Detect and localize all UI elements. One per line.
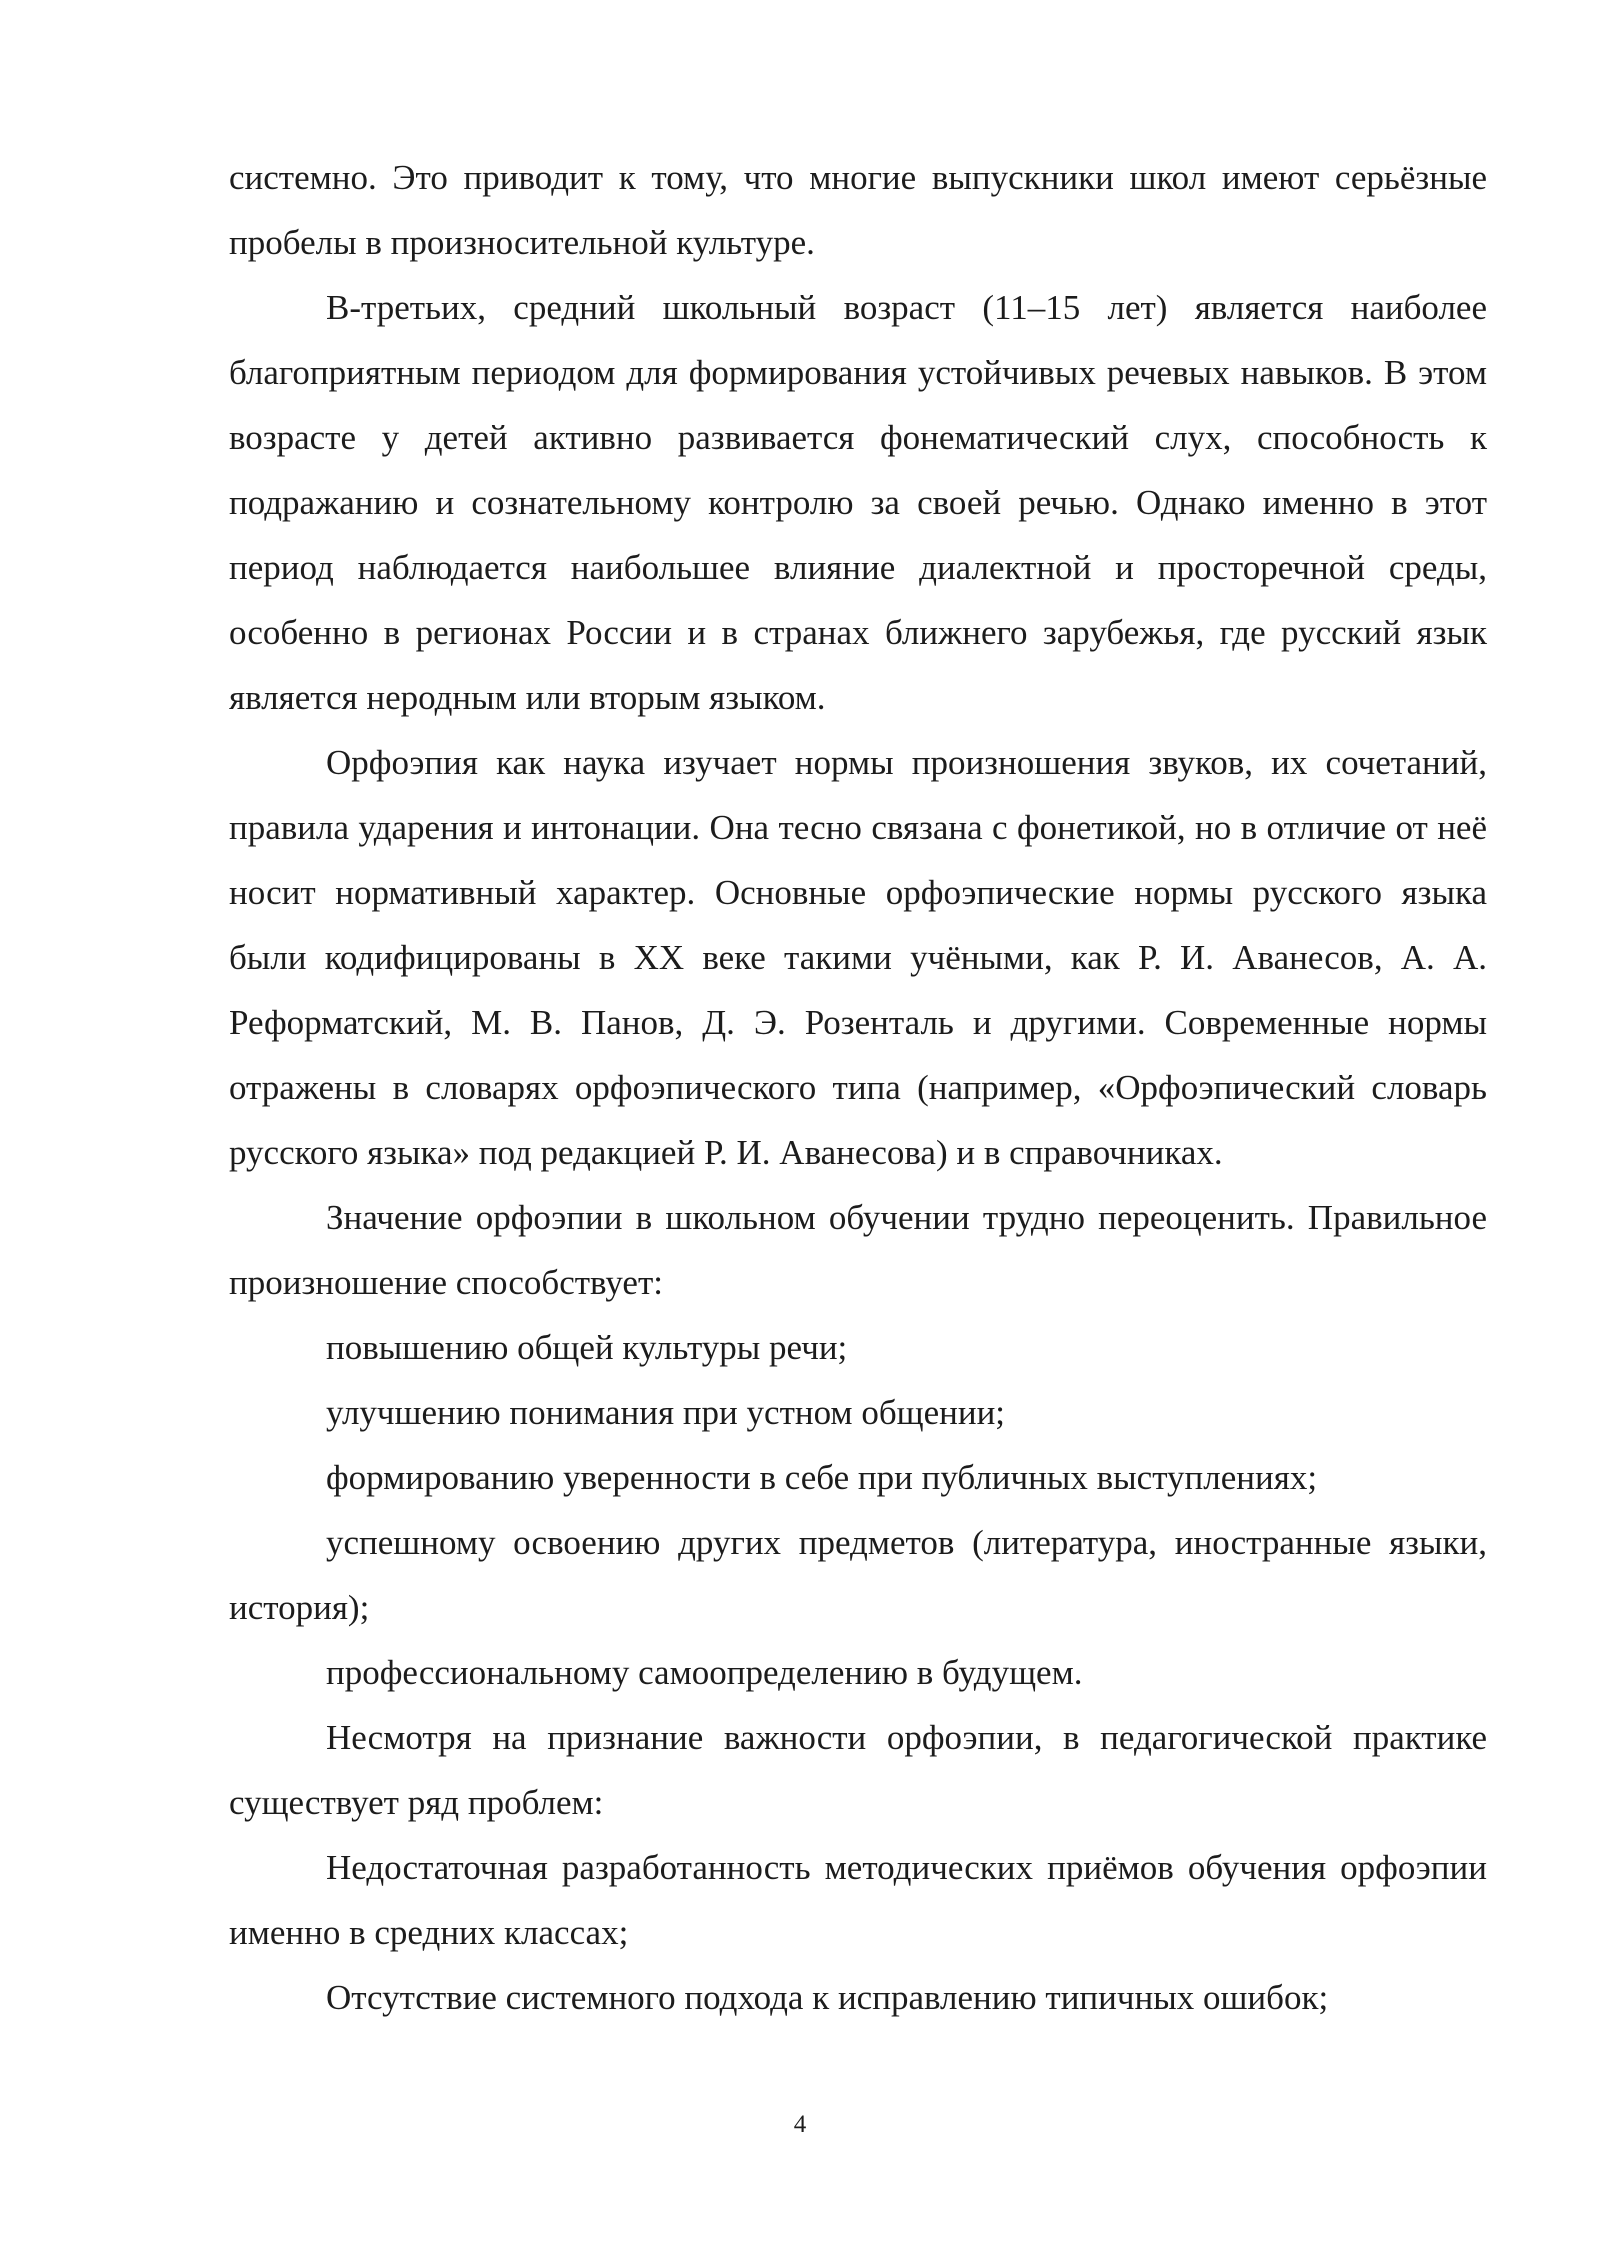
- document-body: [229, 145, 1487, 2030]
- paragraph: Значение орфоэпии в школьном обучении трудно переоценить. Правильное произношение способствует:: [229, 1198, 1487, 1302]
- list-item: повышению общей культуры речи;: [326, 1328, 848, 1367]
- list-item: успешному освоению других предметов (литература, иностранные языки, история);: [229, 1523, 1487, 1627]
- paragraph: системно. Это приводит к тому, что многие выпускники школ имеют серьёзные пробелы в произносительной культуре.: [229, 158, 1487, 262]
- list-item: Отсутствие системного подхода к исправлению типичных ошибок;: [326, 1978, 1329, 2017]
- list-item: Недостаточная разработанность методических приёмов обучения орфоэпии именно в средних классах;: [229, 1848, 1487, 1952]
- list-item: улучшению понимания при устном общении;: [326, 1393, 1006, 1432]
- paragraph: Орфоэпия как наука изучает нормы произношения звуков, их сочетаний, правила ударения и интонации. Она тесно связана с фонетикой, но в отличие от неё носит нормативный характер. Основные орфоэпические нормы русского языка были кодифицированы в XX веке такими учёными, как Р. И. Аванесов, А. А. Реформатский, М. В. Панов, Д. Э. Розенталь и другими. Современные нормы отражены в словарях орфоэпического типа (например, «Орфоэпический словарь русского языка» под редакцией Р. И. Аванесова) и в справочниках.: [229, 743, 1487, 1172]
- paragraph: В-третьих, средний школьный возраст (11–15 лет) является наиболее благоприятным периодом для формирования устойчивых речевых навыков. В этом возрасте у детей активно развивается фонематический слух, способность к подражанию и сознательному контролю за своей речью. Однако именно в этот период наблюдается наибольшее влияние диалектной и просторечной среды, особенно в регионах России и в странах ближнего зарубежья, где русский язык является неродным или вторым языком.: [229, 288, 1487, 717]
- list-item: формированию уверенности в себе при публичных выступлениях;: [326, 1458, 1318, 1497]
- page-number: 4: [793, 2111, 807, 2138]
- paragraph: Несмотря на признание важности орфоэпии, в педагогической практике существует ряд проблем:: [229, 1718, 1487, 1822]
- list-item: профессиональному самоопределению в будущем.: [326, 1653, 1083, 1692]
